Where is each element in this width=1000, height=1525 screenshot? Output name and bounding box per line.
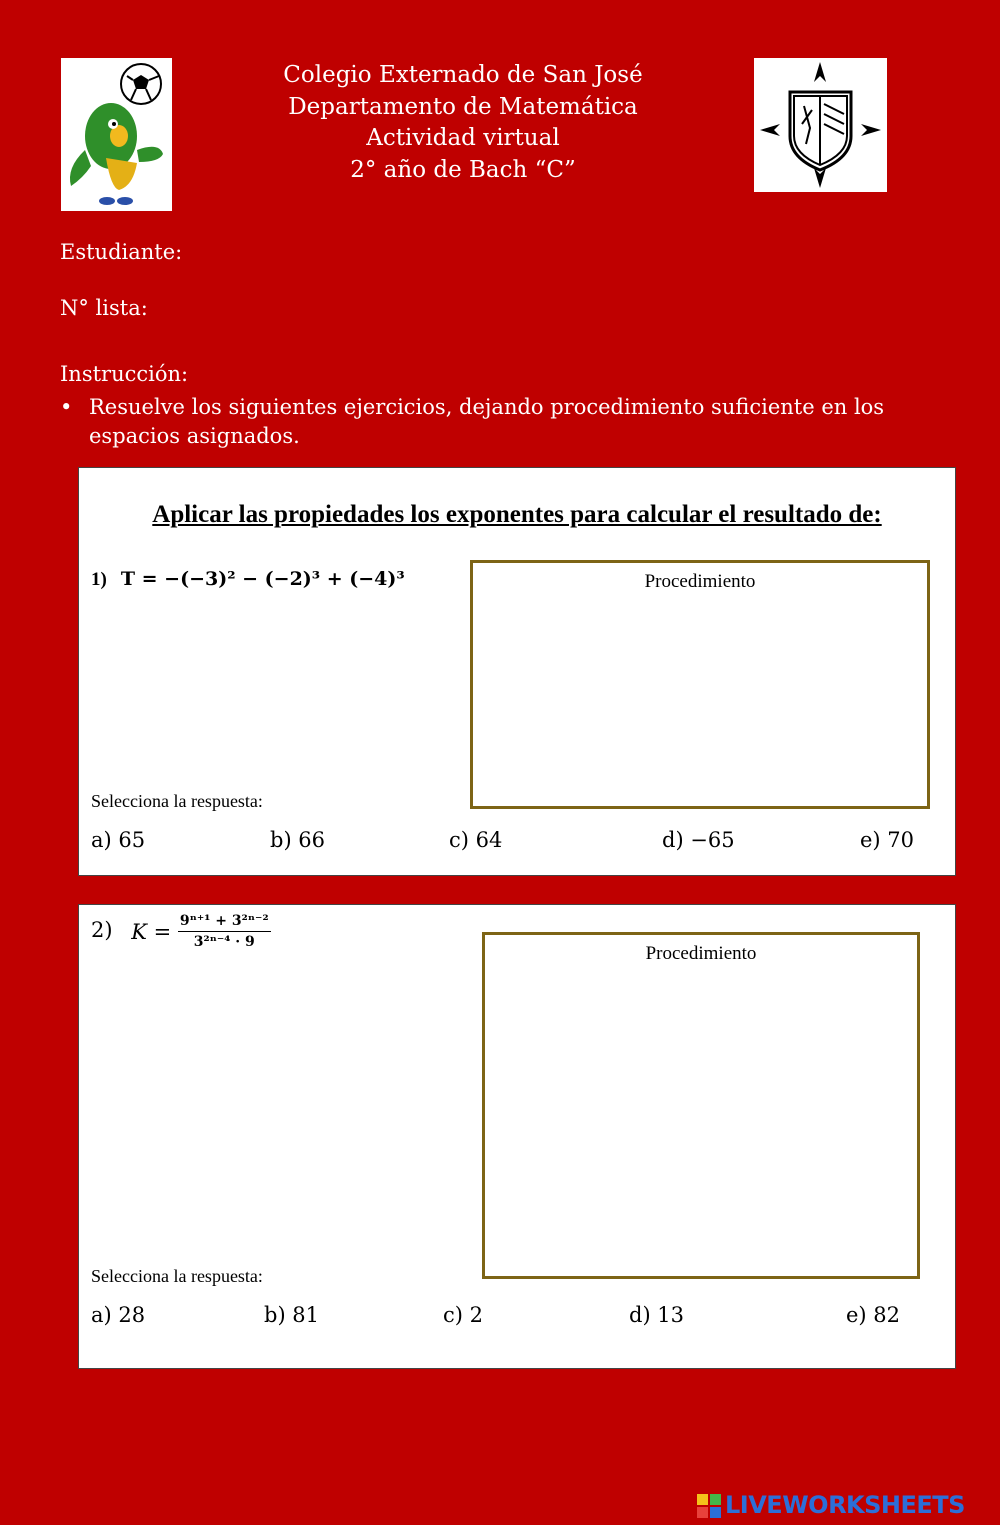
option-a[interactable]: a) 28 bbox=[91, 1303, 146, 1327]
fraction-numerator: 9ⁿ⁺¹ + 3²ⁿ⁻² bbox=[178, 913, 271, 932]
instruction-text: Resuelve los siguientes ejercicios, dejando procedimiento suficiente en los espacios asignados. bbox=[89, 395, 885, 448]
procedure-box-2[interactable] bbox=[482, 932, 920, 1279]
section-title: Aplicar las propiedades los exponentes para calcular el resultado de: bbox=[152, 501, 882, 528]
school-crest bbox=[754, 58, 887, 192]
exercise-panel-2 bbox=[78, 904, 956, 1369]
question-number: 1) bbox=[91, 569, 107, 590]
question-expression: T = −(−3)² − (−2)³ + (−4)³ bbox=[120, 568, 405, 590]
option-e[interactable]: e) 70 bbox=[860, 828, 915, 852]
instruction-item bbox=[60, 393, 920, 451]
option-c[interactable]: c) 2 bbox=[443, 1303, 483, 1327]
activity-name: Actividad virtual bbox=[366, 125, 560, 151]
option-d[interactable]: d) 13 bbox=[629, 1303, 685, 1327]
select-answer-label: Selecciona la respuesta: bbox=[91, 791, 263, 811]
grade-name: 2° año de Bach “C” bbox=[350, 156, 576, 183]
option-b[interactable]: b) 81 bbox=[264, 1303, 320, 1327]
liveworksheets-watermark bbox=[697, 1491, 992, 1519]
list-number-label: N° lista: bbox=[60, 296, 148, 320]
option-e[interactable]: e) 82 bbox=[846, 1303, 901, 1327]
parrot-mascot-icon bbox=[61, 58, 172, 211]
watermark-text: LIVEWORKSHEETS bbox=[725, 1491, 965, 1519]
procedure-box-1[interactable] bbox=[470, 560, 930, 809]
fraction-denominator: 3²ⁿ⁻⁴ · 9 bbox=[193, 934, 255, 950]
exercise-panel-1 bbox=[78, 467, 956, 876]
student-label: Estudiante: bbox=[60, 240, 183, 264]
option-a[interactable]: a) 65 bbox=[91, 828, 146, 852]
question-1 bbox=[91, 568, 405, 591]
mascot-logo bbox=[61, 58, 172, 211]
instruction-title: Instrucción: bbox=[60, 362, 189, 386]
option-d[interactable]: d) −65 bbox=[662, 828, 735, 852]
option-b[interactable]: b) 66 bbox=[270, 828, 326, 852]
crest-shield-icon bbox=[754, 58, 887, 192]
school-header bbox=[200, 60, 726, 186]
question-number: 2) bbox=[91, 918, 113, 942]
procedure-label: Procedimiento bbox=[644, 571, 756, 592]
liveworksheets-logo-icon bbox=[697, 1494, 721, 1518]
option-c[interactable]: c) 64 bbox=[449, 828, 503, 852]
bullet-icon: • bbox=[60, 395, 73, 419]
question-fraction bbox=[178, 913, 271, 950]
question-2 bbox=[91, 913, 271, 950]
select-answer-label: Selecciona la respuesta: bbox=[91, 1266, 263, 1286]
procedure-label: Procedimiento bbox=[645, 943, 757, 964]
question-lhs: K = bbox=[131, 919, 172, 944]
department-name: Departamento de Matemática bbox=[288, 93, 638, 120]
school-name: Colegio Externado de San José bbox=[283, 62, 643, 88]
